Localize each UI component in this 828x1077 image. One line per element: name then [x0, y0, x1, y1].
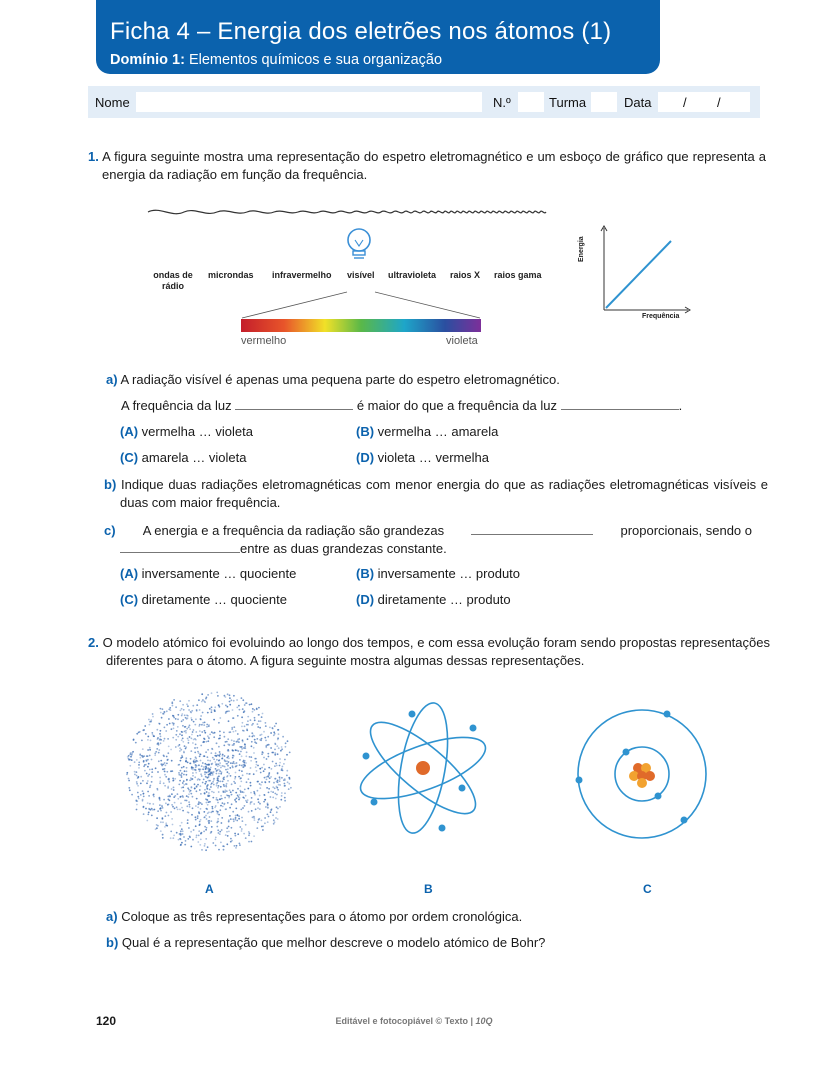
student-info-bar	[88, 86, 760, 118]
question-1b	[104, 476, 768, 512]
electron-c4	[576, 777, 583, 784]
question-1b-text: Indique duas radiações eletromagnéticas com menor energia do que as radiações eletromagnéticas visíveis e duas com maior frequência.	[120, 477, 768, 510]
sentence-part-1: A frequência da luz	[121, 398, 232, 413]
option-1a-A[interactable]: (A) vermelha … violeta	[120, 424, 253, 439]
nucleus-b	[416, 761, 430, 775]
nome-field[interactable]	[136, 92, 482, 112]
electron-b5	[371, 799, 378, 806]
turma-field[interactable]	[591, 92, 617, 112]
electron-b3	[439, 825, 446, 832]
date-slash-1: /	[683, 95, 687, 110]
domain-label: Domínio 1:	[110, 52, 185, 68]
electron-c5	[681, 817, 688, 824]
question-2a	[106, 908, 522, 926]
option-1a-C[interactable]: (C) amarela … violeta	[120, 450, 247, 465]
atom-model-b-orbits	[348, 698, 498, 838]
color-label-red: vermelho	[241, 335, 287, 347]
figure-label-b: B	[424, 882, 433, 896]
option-1c-D[interactable]: (D) diretamente … produto	[356, 592, 511, 607]
spectrum-label-gamma: raios gama	[494, 270, 542, 280]
numero-label: N.º	[493, 95, 511, 110]
nucleus-c	[629, 763, 655, 788]
answer-blank-4[interactable]	[120, 540, 240, 553]
page-number: 120	[96, 1014, 117, 1028]
figure-label-a: A	[205, 882, 214, 896]
spectrum-label-ultraviolet: ultravioleta	[388, 270, 437, 280]
electron-c1	[623, 749, 630, 756]
spectrum-label-radio: ondas de rádio	[153, 270, 193, 291]
question-1a	[106, 371, 560, 389]
option-1c-A[interactable]: (A) inversamente … quociente	[120, 566, 297, 581]
question-2a-text: Coloque as três representações para o átomo por ordem cronológica.	[121, 909, 523, 924]
question-2-text	[88, 634, 770, 670]
question-1c-key: c)	[104, 523, 116, 538]
question-2b	[106, 934, 545, 952]
atom-model-a-cloud	[110, 680, 310, 870]
visible-color-bar	[241, 319, 481, 332]
electron-c2	[655, 793, 662, 800]
graph-line	[606, 241, 671, 308]
graph-xlabel: Frequência	[642, 313, 680, 320]
date-slash-2: /	[717, 95, 721, 110]
electron-b4	[409, 711, 416, 718]
question-1b-key: b)	[104, 477, 117, 492]
question-1-number: 1.	[88, 149, 99, 164]
question-2-statement: O modelo atómico foi evoluindo ao longo dos tempos, e com essa evolução foram sendo propostas representações diferentes para o átomo. A figura seguinte mostra algumas dessas representações.	[102, 635, 770, 668]
light-bulb-icon	[348, 229, 370, 258]
question-1a-key: a)	[106, 372, 118, 387]
graph-ylabel: Energia	[578, 236, 585, 262]
sentence-end: .	[678, 398, 683, 413]
electron-b2	[459, 785, 466, 792]
funnel-line-left	[242, 292, 347, 318]
answer-blank-1[interactable]	[235, 397, 353, 410]
option-1c-C[interactable]: (C) diretamente … quociente	[120, 592, 287, 607]
option-1a-D[interactable]: (D) violeta … vermelha	[356, 450, 489, 465]
figure-label-c: C	[643, 882, 652, 896]
worksheet-header	[96, 0, 660, 74]
question-1c-text-1: A energia e a frequência da radiação são grandezas	[142, 523, 445, 538]
page-title: Ficha 4 – Energia dos eletrões nos átomos (1)	[110, 18, 612, 45]
spectrum-label-infrared: infravermelho	[272, 270, 332, 280]
atom-model-c-bohr	[572, 706, 712, 846]
question-1c-line1	[104, 522, 752, 540]
electron-b1	[363, 753, 370, 760]
energy-frequency-graph	[588, 222, 698, 322]
answer-blank-3[interactable]	[471, 522, 593, 535]
electron-c3	[664, 711, 671, 718]
data-field[interactable]	[658, 92, 750, 112]
question-1a-sentence	[121, 397, 682, 415]
spectrum-label-xray: raios X	[450, 270, 481, 280]
funnel-line-right	[375, 292, 480, 318]
spectrum-label-microwave: microndas	[208, 270, 254, 280]
question-2b-text: Qual é a representação que melhor descreve o modelo atómico de Bohr?	[121, 935, 546, 950]
electron-cloud	[126, 692, 292, 852]
data-label: Data	[624, 95, 652, 110]
sentence-part-2: é maior do que a frequência da luz	[356, 398, 558, 413]
option-1c-B[interactable]: (B) inversamente … produto	[356, 566, 521, 581]
question-1c-text-2: proporcionais, sendo o	[620, 523, 752, 538]
question-1a-text: A radiação visível é apenas uma pequena parte do espetro eletromagnético.	[120, 372, 560, 387]
electron-b6	[470, 725, 477, 732]
question-1-statement: A figura seguinte mostra uma representação do espetro eletromagnético e um esboço de gráfico que representa a energia da radiação em função da frequência.	[102, 149, 766, 182]
footer-copyright: Editável e fotocopiável © Texto | 10Q	[335, 1016, 493, 1026]
question-1c-text-3: entre as duas grandezas constante.	[240, 541, 447, 556]
spectrum-label-visible: visível	[347, 270, 375, 280]
question-2a-key: a)	[106, 909, 118, 924]
question-1-text	[88, 148, 766, 184]
question-2b-key: b)	[106, 935, 119, 950]
numero-field[interactable]	[518, 92, 544, 112]
domain-text: Elementos químicos e sua organização	[188, 52, 443, 68]
question-2-number: 2.	[88, 635, 99, 650]
page-subtitle	[110, 52, 442, 68]
question-1c-line2	[120, 540, 447, 558]
color-label-violet: violeta	[446, 335, 478, 347]
nome-label: Nome	[95, 95, 130, 110]
option-1a-B[interactable]: (B) vermelha … amarela	[356, 424, 499, 439]
turma-label: Turma	[549, 95, 587, 110]
wave-line	[148, 210, 546, 213]
answer-blank-2[interactable]	[561, 397, 679, 410]
